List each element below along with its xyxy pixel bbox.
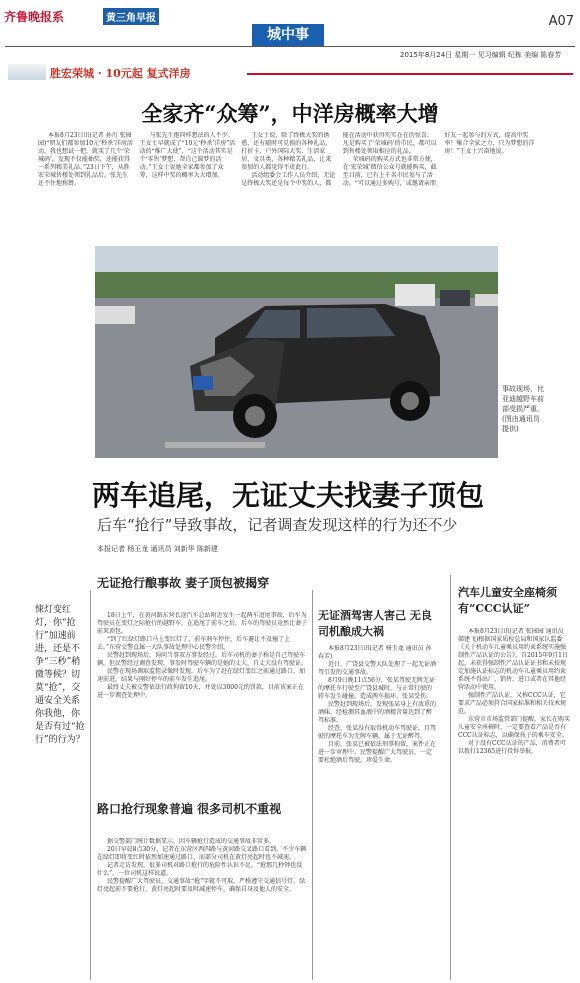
paragraph: 据交警部门统计数据显示，因车辆抢行造成的交通事故非常多。	[107, 838, 276, 845]
paragraph: 对于没有CCC认证的产品，消费者可以拨打12365进行投诉举报。	[458, 740, 566, 755]
accident-photo	[95, 246, 498, 458]
paragraph: 记者走访发现，很多司机对路口抢行的危险性认识不足，“抢那几秒钟也没什么”，一位司机这样说道。	[97, 862, 303, 877]
banner-rule	[247, 73, 573, 75]
ad-banner	[8, 64, 248, 80]
section-heading-a: 无证抢行酿事故 妻子顶包被揭穿	[97, 576, 270, 590]
headline-crowdfunding: 全家齐“众筹”，中洋房概率大增	[141, 101, 439, 126]
section-heading-b: 路口抢行现象普遍 很多司机不重视	[97, 802, 282, 816]
page-number: A07	[548, 14, 574, 29]
paragraph: 8月9日晚11点56分，张某驾驶无牌无证的摩托车行驶至广饶县城时，与正常行驶的轿车发生碰撞，造成两车损坏，张某受伤。	[318, 677, 435, 700]
subheadline: 后车“抢行”导致事故，记者调查发现这样的行为还不少	[97, 516, 458, 534]
damaged-suv-image	[95, 246, 498, 458]
article-child-seat-body	[458, 628, 570, 978]
headline-rear-end-collision: 两车追尾，无证丈夫找妻子顶包	[92, 479, 485, 512]
editor-note: 悚灯变红灯，你“抢行”加速前进，还是不争“三秒”稍微等候？切莫“抢”，交通安全关系你我他，你是否有过“抢行”的行为？	[35, 605, 85, 745]
building-icon	[8, 64, 46, 80]
column-divider	[90, 590, 91, 980]
byline: 本报记者 杨玉龙 通讯员 刘新华 陈新建	[97, 545, 218, 553]
section-title: 城中事	[252, 24, 324, 46]
paragraph: 荣城码的购买方式也非常方便，在‘宏荣城’微信公众号就能购买，截至目前，已有上千名市民参与了活动。“可以通过多购号，或邀请亲朋好友一起参与的方式，提高中奖率！集合全家之力，只为梦想的洋房！”王女士兴奋地说。	[342, 132, 535, 187]
paragraph: 近日，广饶县交警大队处理了一起无证酒驾引发的交通事故。	[318, 661, 436, 676]
sub-edition-logo: 黄三角早报	[103, 8, 159, 25]
article-collision-body-b	[97, 838, 307, 978]
paragraph: 民警赶到现场后，询问当事双方事发经过。后车司机的妻子称是自己驾驶车辆，但民警经过调查发现，事发时驾驶车辆的是她的丈夫，且丈夫没有驾驶证。	[97, 652, 307, 667]
article-drunk-driving-body	[318, 645, 436, 978]
paragraph: 本报8月23日讯(记者 张园园 通讯员 郝建飞)根据国家质检总局和国家认监委《关于机动车儿童乘员用约束系统实施强制性产品认证的公告》，自2015年9月1日起，未获得强制性产品认证证书和未按规定加施认证标志的机动车儿童乘员用约束系统不得出厂、销售、进口或者在其他经营活动中使用。	[458, 628, 568, 691]
paragraph: 目前，张某已被依法刑事拘留，案件正在进一步审理中。民警提醒广大驾驶员，一定要杜绝酒后驾驶，珍爱生命。	[318, 741, 436, 764]
paragraph: 民警提醒广大驾驶员，交通事故“抢”字就不可取，严格遵守交通信号灯，绿灯亮起前不要抢行，黄灯亮起时要及时减速停车，确保自身及他人的安全。	[97, 878, 306, 893]
paragraph: 20日早晨8点30分，记者在东营区西四路与黄河路交叉路口看到，不少车辆在绿灯即将变红时依然加速通过路口，而部分司机在黄灯亮起时也不减速。	[97, 846, 307, 861]
article-collision-body-a	[97, 612, 307, 795]
banner-text: 胜宏荣城 · 10元起 复式洋房	[50, 67, 191, 80]
newspaper-logo: 齐鲁晚报系	[4, 10, 65, 24]
headline-drunk-driving: 无证酒驾害人害己 无良司机酿成大祸	[318, 609, 432, 638]
dateline: 2015年8月24日 星期一 见习编辑 纪栋 美编 陈春芳	[400, 51, 562, 59]
paragraph: 东营市市场监管部门提醒，家长在购买儿童安全座椅时，一定要查看产品是否有CCC认证标志，以确保孩子的乘车安全。	[458, 716, 570, 739]
paragraph: 民警在现场调取监控录像时发现，后车为了赶在绿灯变红之前通过路口，加速前进，结果与刚好停车的前车发生追尾。	[97, 668, 306, 683]
headline-child-seat: 汽车儿童安全座椅须有“CCC认证”	[458, 586, 557, 615]
paragraph: 民警赶到现场后，发现张某身上有浓重的酒味，经检测其血液中的酒精含量达到了醉驾标准。	[318, 701, 436, 724]
header-rule	[5, 46, 575, 47]
paragraph: 18日上午，在黄河路东营长途汽车总站附近发生一起两车追尾事故，后车为驾驶员在变灯之际抢行的越野车，在追尾了前车之后，后车的驾驶员竟然让妻子前来顶包。	[97, 612, 307, 635]
byline: 本报8月23日讯(记者 杨玉龙 通讯员 孙春芳)	[318, 645, 432, 660]
photo-caption: 事故现场，比亚迪越野车前部受损严重。(图由通讯员提供)	[502, 385, 544, 433]
paragraph: 活动组委会工作人员介绍，无论是终极大奖还是每个中奖的人，都能在活动中获得实实在在的惊喜。凡是购买了‘荣城码’的市民，都可以到售楼处领取相应的礼品。	[241, 132, 437, 187]
paragraph: 最终丈夫被交警依法行政拘留10天，并处以3000元的罚款，目前该案正在进一步调查处理中。	[97, 684, 304, 699]
paragraph: 经查，张某没有取得机动车驾驶证，且驾驶的摩托车为无牌车辆，属于无证醉驾。	[318, 725, 436, 740]
column-divider	[312, 590, 313, 980]
paragraph: 与张先生抱同样想法的人不少。王女士早就成了“10元‘秒杀’洋房”活动的“推广大使”，“这个活动其实是个‘零售’梦想，帮自己圆梦的活动。”王女士说她全家都参加了众筹，这样中奖的概率大大增加。	[139, 132, 236, 179]
article-crowdfunding-body	[38, 132, 540, 250]
paragraph: 王女士说，除了终极大奖的诱惑，还有随时可兑换的各种礼品，打折卡、户外国际大奖、生活家居、文具类，各种精美礼品，让来参加的人都觉得不虚此行。	[241, 132, 332, 171]
column-divider	[450, 575, 451, 980]
paragraph: “到了红绿灯路口马上变红灯了，前车刹车停住，后车避让不及撞了上去。”东营交警直属一大队事故处理中心民警介绍。	[97, 636, 291, 651]
page-header	[0, 0, 580, 43]
paragraph: 本报8月23日讯(记者 孙川 张园园)“朋友们都参加10元‘秒杀’洋房活动，我也想试一把，就买了几个‘荣城码’，发现不仅能抽奖，还能获得一系列精美礼品。”23日下午，从胜宏荣城售楼处领到礼品后，张先生还不住地称赞。	[38, 132, 133, 187]
paragraph: 强制性产品认证，又称CCC认证，它要求产品必须符合国家标准和相关技术规范。	[458, 692, 567, 715]
